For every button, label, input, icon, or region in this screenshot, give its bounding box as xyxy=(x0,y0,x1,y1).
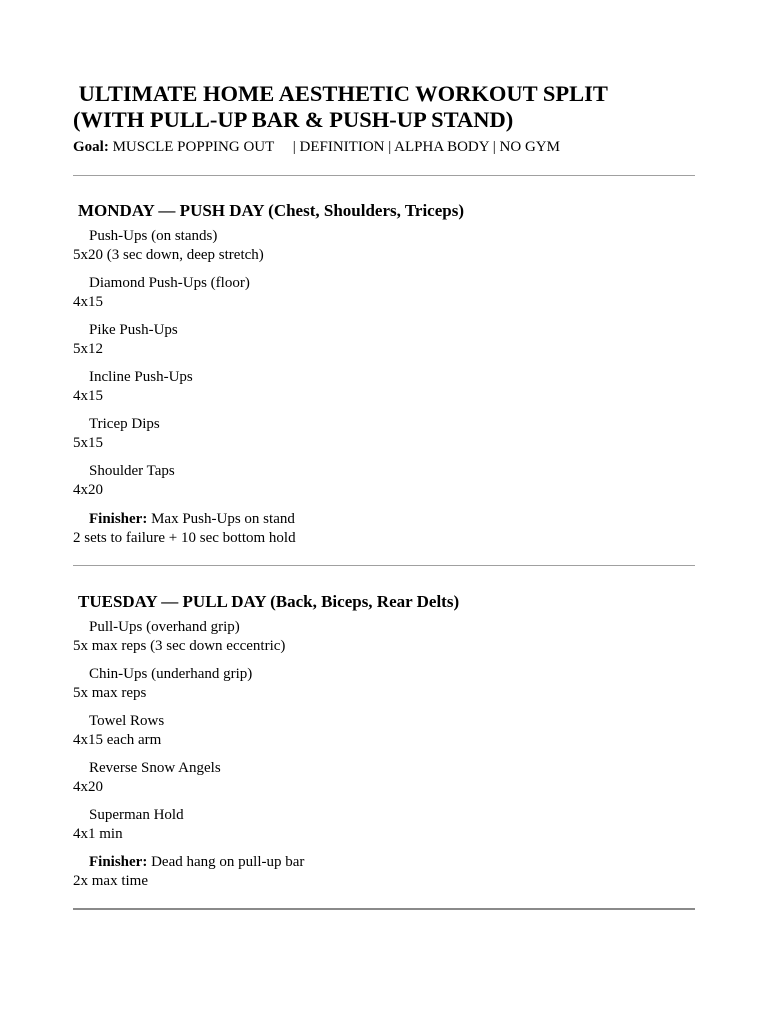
goal-line xyxy=(73,138,560,156)
exercise-item xyxy=(73,415,160,453)
exercise-sets: 5x12 xyxy=(73,341,103,357)
exercise-sets: 4x1 min xyxy=(73,826,123,842)
exercise-name: Tricep Dips xyxy=(89,416,160,432)
goal-label: Goal: xyxy=(73,139,109,155)
exercise-name: Incline Push-Ups xyxy=(89,369,193,385)
finisher-label: Finisher: xyxy=(89,854,148,870)
exercise-name: Superman Hold xyxy=(89,807,184,823)
exercise-name: Pike Push-Ups xyxy=(89,322,178,338)
exercise-item xyxy=(73,462,175,500)
divider xyxy=(73,908,695,910)
document-title xyxy=(73,81,695,133)
finisher-item xyxy=(73,510,296,548)
exercise-sets: 5x max reps xyxy=(73,685,147,701)
exercise-sets: 4x20 xyxy=(73,482,103,498)
exercise-sets: 5x20 (3 sec down, deep stretch) xyxy=(73,247,264,263)
exercise-name: Towel Rows xyxy=(89,713,165,729)
goal-text: MUSCLE POPPING OUT | DEFINITION | ALPHA BODY | NO GYM xyxy=(108,139,560,155)
divider xyxy=(73,175,695,176)
exercise-item xyxy=(73,806,184,844)
finisher-sets: 2 sets to failure + 10 sec bottom hold xyxy=(73,530,296,546)
exercise-item xyxy=(73,712,164,750)
title-line-1: ULTIMATE HOME AESTHETIC WORKOUT SPLIT xyxy=(73,81,608,106)
exercise-name: Reverse Snow Angels xyxy=(89,760,221,776)
exercise-name: Shoulder Taps xyxy=(89,463,175,479)
exercise-item xyxy=(73,368,193,406)
exercise-sets: 4x15 xyxy=(73,388,103,404)
finisher-label: Finisher: xyxy=(89,511,148,527)
exercise-name: Push-Ups (on stands) xyxy=(89,228,218,244)
exercise-sets: 5x15 xyxy=(73,435,103,451)
tuesday-heading: TUESDAY — PULL DAY (Back, Biceps, Rear Delts) xyxy=(78,592,460,611)
exercise-name: Pull-Ups (overhand grip) xyxy=(89,619,240,635)
exercise-item xyxy=(73,618,285,656)
finisher-item xyxy=(73,853,304,891)
exercise-sets: 5x max reps (3 sec down eccentric) xyxy=(73,638,286,654)
finisher-exercise: Max Push-Ups on stand xyxy=(147,511,295,527)
divider xyxy=(73,565,695,566)
exercise-sets: 4x15 each arm xyxy=(73,732,162,748)
finisher-name xyxy=(73,510,296,529)
title-line-2: (WITH PULL-UP BAR & PUSH-UP STAND) xyxy=(73,107,514,132)
exercise-item xyxy=(73,665,252,703)
exercise-item xyxy=(73,274,250,312)
exercise-name: Diamond Push-Ups (floor) xyxy=(89,275,250,291)
exercise-sets: 4x15 xyxy=(73,294,103,310)
exercise-sets: 4x20 xyxy=(73,779,103,795)
exercise-item xyxy=(73,227,264,265)
exercise-item xyxy=(73,321,178,359)
exercise-name: Chin-Ups (underhand grip) xyxy=(89,666,253,682)
monday-heading: MONDAY — PUSH DAY (Chest, Shoulders, Triceps) xyxy=(78,201,464,220)
finisher-sets: 2x max time xyxy=(73,873,148,889)
finisher-exercise: Dead hang on pull-up bar xyxy=(147,854,305,870)
finisher-name xyxy=(73,853,304,872)
exercise-item xyxy=(73,759,221,797)
